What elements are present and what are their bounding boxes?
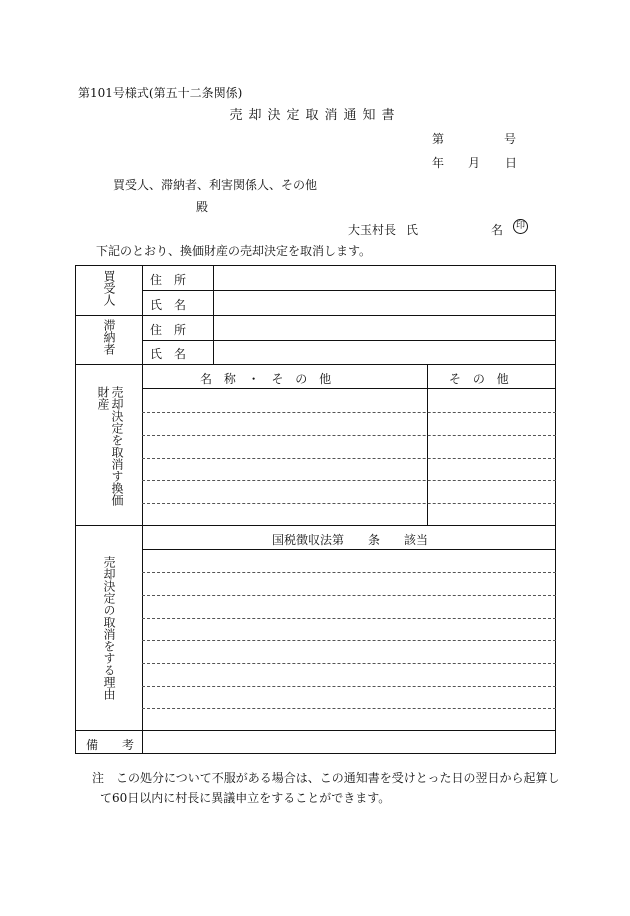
buyer-bottom: [76, 315, 556, 316]
number-suffix: 号: [504, 132, 517, 146]
reason-line: [142, 618, 556, 619]
sender-mei: 名: [491, 223, 504, 237]
reason-line: [142, 640, 556, 641]
date-day: 日: [505, 156, 518, 170]
remarks-label: 備 考: [86, 738, 135, 752]
reason-line: [142, 663, 556, 664]
buyer-row-divider: [142, 290, 556, 291]
reason-line: [142, 572, 556, 573]
delinquent-bottom: [76, 364, 556, 365]
buyer-name-label: 氏 名: [150, 298, 187, 312]
date-month: 月: [468, 156, 481, 170]
property-column-other: そ の 他: [449, 372, 513, 386]
reason-line: [142, 595, 556, 596]
property-line: [142, 458, 556, 459]
form-number: 第101号様式(第五十二条関係): [78, 86, 243, 100]
field-label-divider: [213, 266, 214, 364]
delinquent-name-label: 氏 名: [150, 347, 187, 361]
property-line: [142, 480, 556, 481]
sender-office: 大玉村長: [348, 223, 397, 237]
note-line-1: 注 この処分について不服がある場合は、この通知書を受けとった日の翌日から起算し: [92, 771, 560, 785]
honorific-dono: 殿: [196, 200, 209, 214]
property-line: [142, 435, 556, 436]
reason-line: [142, 686, 556, 687]
delinquent-row-divider: [142, 340, 556, 341]
property-line: [142, 412, 556, 413]
document-title: 売却決定取消通知書: [229, 108, 401, 123]
notice-table: [75, 265, 556, 754]
delinquent-label: 滞納者: [102, 319, 116, 355]
property-column-divider: [427, 364, 428, 525]
sender-shi: 氏: [406, 223, 419, 237]
remarks-divider: [142, 730, 143, 754]
property-column-name: 名 称 ・ そ の 他: [200, 372, 336, 386]
reason-label: 売却決定の取消をする理由: [102, 556, 116, 700]
delinquent-address-label: 住 所: [150, 323, 187, 337]
date-year: 年: [432, 156, 445, 170]
reason-header-bottom: [142, 549, 556, 550]
property-header-bottom: [142, 388, 556, 389]
addressee-list: 買受人、滞納者、利害関係人、その他: [113, 178, 318, 192]
intro-text: 下記のとおり、換価財産の売却決定を取消します。: [96, 244, 372, 258]
note-line-2: て60日以内に村長に異議申立をすることができます。: [100, 791, 391, 805]
buyer-label: 買受人: [102, 270, 116, 306]
reason-header: 国税徴収法第 条 該当: [272, 533, 429, 547]
property-label: 売却決定を取消す換価財産: [96, 386, 124, 506]
property-bottom: [76, 525, 556, 526]
property-line: [142, 503, 556, 504]
label-column-divider: [142, 266, 143, 730]
buyer-address-label: 住 所: [150, 273, 187, 287]
seal-icon: 印: [513, 219, 528, 234]
number-prefix: 第: [432, 132, 445, 146]
reason-line: [142, 708, 556, 709]
reason-bottom: [76, 730, 556, 731]
